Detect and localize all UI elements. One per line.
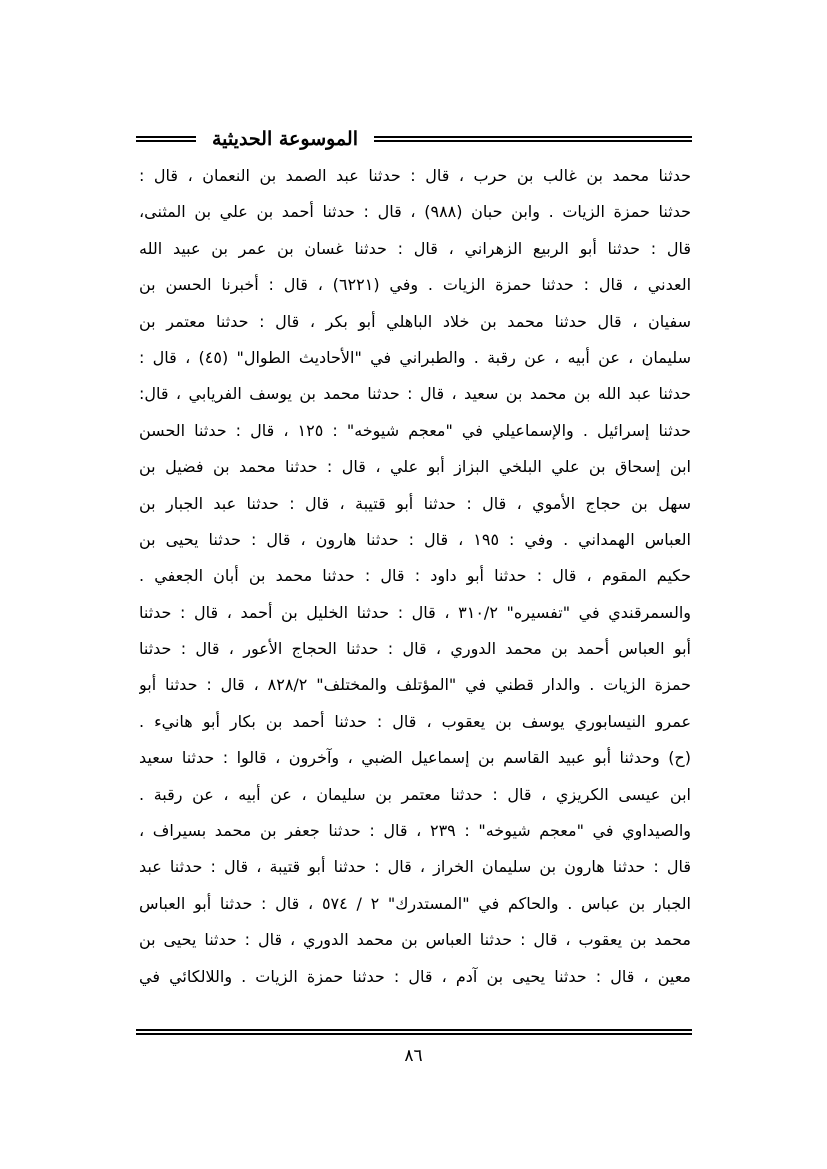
text-line: حدثنا عبد الله بن محمد بن سعيد ، قال : حدثنا محمد بن يوسف الفريابي ، قال: (139, 384, 691, 404)
text-line: أبو العباس أحمد بن محمد الدوري ، قال : حدثنا الحجاج الأعور ، قال : حدثنا (139, 639, 691, 659)
header-title: الموسوعة الحديثية (204, 124, 366, 154)
text-line: سفيان ، قال حدثنا محمد بن خلاد الباهلي أبو بكر ، قال : حدثنا معتمر بن (139, 311, 691, 331)
text-line: العباس الهمداني . وفي : ١٩٥ ، قال : حدثنا هارون ، قال : حدثنا يحيى بن (139, 529, 691, 549)
text-line: الجبار بن عباس . والحاكم في "المستدرك" ٢ / ٥٧٤ ، قال : حدثنا أبو العباس (139, 893, 691, 913)
text-line: والصيداوي في "معجم شيوخه" : ٢٣٩ ، قال : حدثنا جعفر بن محمد بسيراف ، (139, 821, 691, 841)
page-number: ٨٦ (404, 1046, 423, 1066)
text-line: ابن إسحاق بن علي البلخي البزاز أبو علي ، قال : حدثنا محمد بن فضيل بن (139, 457, 691, 477)
header-rule-left (136, 136, 196, 142)
text-line: حمزة الزيات . والدار قطني في "المؤتلف والمختلف" ٨٢٨/٢ ، قال : حدثنا أبو (139, 675, 691, 695)
text-line: حكيم المقوم ، قال : حدثنا أبو داود : قال : حدثنا محمد بن أبان الجعفي . (139, 566, 691, 586)
text-line: عمرو النيسابوري يوسف بن يعقوب ، قال : حدثنا أحمد بن بكار أبو هانيء . (139, 711, 691, 731)
text-line: قال : حدثنا أبو الربيع الزهراني ، قال : حدثنا غسان بن عمر بن عبيد الله (139, 238, 691, 258)
body-text (139, 158, 691, 995)
text-line: (ح) وحدثنا أبو عبيد القاسم بن إسماعيل الضبي ، وآخرون ، قالوا : حدثنا سعيد (139, 748, 691, 768)
text-line: سليمان ، عن أبيه ، عن رقبة . والطبراني في "الأحاديث الطوال" (٤٥) ، قال : (139, 347, 691, 367)
text-line: معين ، قال : حدثنا يحيى بن آدم ، قال : حدثنا حمزة الزيات . واللالكائي في (139, 966, 691, 986)
text-line: العدني ، قال : حدثنا حمزة الزيات . وفي (٦٢٢١) ، قال : أخبرنا الحسن بن (139, 275, 691, 295)
text-line: قال : حدثنا هارون بن سليمان الخراز ، قال : حدثنا أبو قتيبة ، قال : حدثنا عبد (139, 857, 691, 877)
header-rule-right (374, 136, 692, 142)
text-line: حدثنا حمزة الزيات . وابن حبان (٩٨٨) ، قال : حدثنا أحمد بن علي بن المثنى، (139, 202, 691, 222)
text-line: ابن عيسى الكريزي ، قال : حدثنا معتمر بن سليمان ، عن أبيه ، عن رقبة . (139, 784, 691, 804)
running-header (136, 124, 692, 154)
text-line: والسمرقندي في "تفسيره" ٣١٠/٢ ، قال : حدثنا الخليل بن أحمد ، قال : حدثنا (139, 602, 691, 622)
footer-rule (136, 1029, 692, 1035)
text-line: سهل بن حجاج الأموي ، قال : حدثنا أبو قتيبة ، قال : حدثنا عبد الجبار بن (139, 493, 691, 513)
text-line: محمد بن يعقوب ، قال : حدثنا العباس بن محمد الدوري ، قال : حدثنا يحيى بن (139, 930, 691, 950)
text-line: حدثنا محمد بن غالب بن حرب ، قال : حدثنا عبد الصمد بن النعمان ، قال : (139, 166, 691, 185)
text-line: حدثنا إسرائيل . والإسماعيلي في "معجم شيوخه" : ١٢٥ ، قال : حدثنا الحسن (139, 420, 691, 440)
